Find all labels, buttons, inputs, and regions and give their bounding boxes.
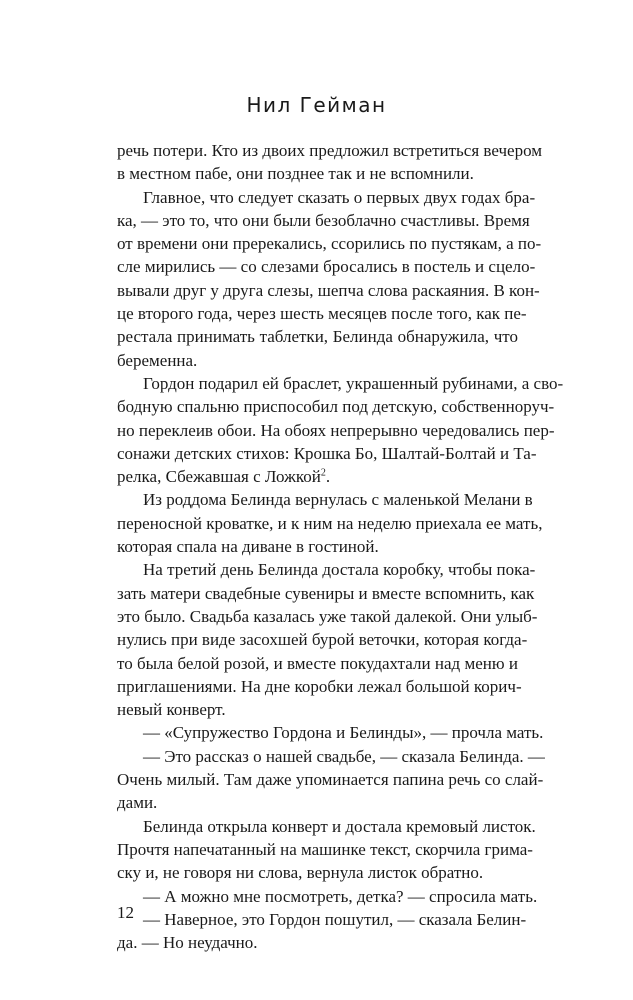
text-line-content: релка, Сбежавшая с Ложкой xyxy=(117,467,321,487)
text-line xyxy=(117,279,540,302)
text-line-content: бодную спальню приспособил под детскую, собственноруч- xyxy=(117,397,555,417)
paragraph xyxy=(117,908,527,955)
text-line xyxy=(117,698,518,721)
text-line-content: — А можно мне посмотреть, детка? — спросила мать. xyxy=(143,886,538,906)
text-line-content: от времени они пререкались, ссорились по пустякам, а по- xyxy=(117,234,542,254)
text-line-content: вывали друг у друга слезы, шепча слова раскаяния. В кон- xyxy=(117,280,540,300)
text-line xyxy=(117,885,538,908)
text-line xyxy=(117,395,555,418)
text-line xyxy=(117,209,530,232)
text-line-content: приглашениями. На дне коробки лежал большой корич- xyxy=(117,676,522,696)
text-line-content: Главное, что следует сказать о первых двух годах бра- xyxy=(143,187,536,207)
text-line xyxy=(117,768,544,791)
text-line-content: невый конверт. xyxy=(117,700,226,720)
paragraph xyxy=(117,745,545,815)
text-line xyxy=(117,535,518,558)
text-line xyxy=(117,791,518,814)
text-line-content: Белинда открыла конверт и достала кремовый листок. xyxy=(143,816,536,836)
text-line-content: которая спала на диване в гостиной. xyxy=(117,537,379,557)
text-line xyxy=(117,465,518,488)
paragraph xyxy=(117,139,542,186)
text-line-content: сле мирились — со слезами бросались в постель и сцело- xyxy=(117,257,536,277)
text-line xyxy=(117,815,536,838)
paragraph xyxy=(117,558,538,721)
text-line-content: Прочтя напечатанный на машинке текст, скорчила грима- xyxy=(117,839,533,859)
text-line-content: Очень милый. Там даже упоминается папина речь со слай- xyxy=(117,770,544,790)
text-line-content: — «Супружество Гордона и Белинды», — прочла мать. xyxy=(143,723,544,743)
text-line xyxy=(117,232,542,255)
text-line xyxy=(117,721,544,744)
text-line-content: Из роддома Белинда вернулась с маленькой Мелани в xyxy=(143,490,533,510)
text-line xyxy=(117,255,536,278)
paragraph xyxy=(117,488,543,558)
text-line-content: нулись при виде засохшей бурой веточки, которая когда- xyxy=(117,630,528,650)
text-line xyxy=(117,139,542,162)
paragraph xyxy=(117,186,542,372)
body-text xyxy=(117,139,564,954)
text-line-content: рестала принимать таблетки, Белинда обнаружила, что xyxy=(117,327,518,347)
text-line xyxy=(117,372,564,395)
text-line-content: речь потери. Кто из двоих предложил встретиться вечером xyxy=(117,141,542,160)
text-line-content: сонажи детских стихов: Крошка Бо, Шалтай-Болтай и Та- xyxy=(117,443,537,463)
text-line-content: Гордон подарил ей браслет, украшенный рубинами, а сво- xyxy=(143,373,564,393)
text-line xyxy=(117,442,537,465)
text-line xyxy=(117,488,533,511)
text-line xyxy=(117,302,527,325)
text-line-content: дами. xyxy=(117,793,158,813)
text-line xyxy=(117,605,538,628)
text-line-content: це второго года, через шесть месяцев после того, как пе- xyxy=(117,304,527,324)
text-line-content: но переклеив обои. На обоях непрерывно чередовались пер- xyxy=(117,420,555,440)
text-line-content: беременна. xyxy=(117,350,198,370)
text-line xyxy=(117,162,518,185)
text-line xyxy=(117,908,527,931)
text-line-content: На третий день Белинда достала коробку, чтобы пока- xyxy=(143,560,536,580)
text-line-content: зать матери свадебные сувениры и вместе вспомнить, как xyxy=(117,583,535,603)
text-line xyxy=(117,512,543,535)
text-line-content: — Наверное, это Гордон пошутил, — сказала Белин- xyxy=(143,909,527,929)
text-line xyxy=(117,558,536,581)
text-line xyxy=(117,349,518,372)
text-line-content: переносной кроватке, и к ним на неделю приехала ее мать, xyxy=(117,513,543,533)
paragraph xyxy=(117,372,564,488)
text-line xyxy=(117,419,555,442)
text-line xyxy=(117,325,518,348)
text-line xyxy=(117,582,535,605)
paragraph xyxy=(117,721,544,744)
paragraph xyxy=(117,815,536,885)
text-line xyxy=(117,931,518,954)
paragraph xyxy=(117,885,538,908)
footnote-mark: 2 xyxy=(320,467,326,479)
text-line-content: в местном пабе, они позднее так и не вспомнили. xyxy=(117,164,474,184)
text-line-content: — Это рассказ о нашей свадьбе, — сказала Белинда. — xyxy=(143,746,545,766)
sentence-end: . xyxy=(325,467,331,487)
text-line xyxy=(117,652,518,675)
text-line-content: да. — Но неудачно. xyxy=(117,933,258,953)
page-number: 12 xyxy=(117,903,134,922)
text-line xyxy=(117,838,533,861)
text-line xyxy=(117,628,528,651)
text-line-content: ску и, не говоря ни слова, вернула листок обратно. xyxy=(117,863,484,883)
text-line xyxy=(117,861,518,884)
text-line xyxy=(117,745,545,768)
text-line-content: это было. Свадьба казалась уже такой далекой. Они улыб- xyxy=(117,606,538,626)
text-line-content: ка, — это то, что они были безоблачно счастливы. Время xyxy=(117,210,530,230)
text-line xyxy=(117,186,536,209)
text-line xyxy=(117,675,522,698)
text-line-content: то была белой розой, и вместе покудахтали над меню и xyxy=(117,653,518,673)
running-title: Нил Гейман xyxy=(246,93,387,117)
